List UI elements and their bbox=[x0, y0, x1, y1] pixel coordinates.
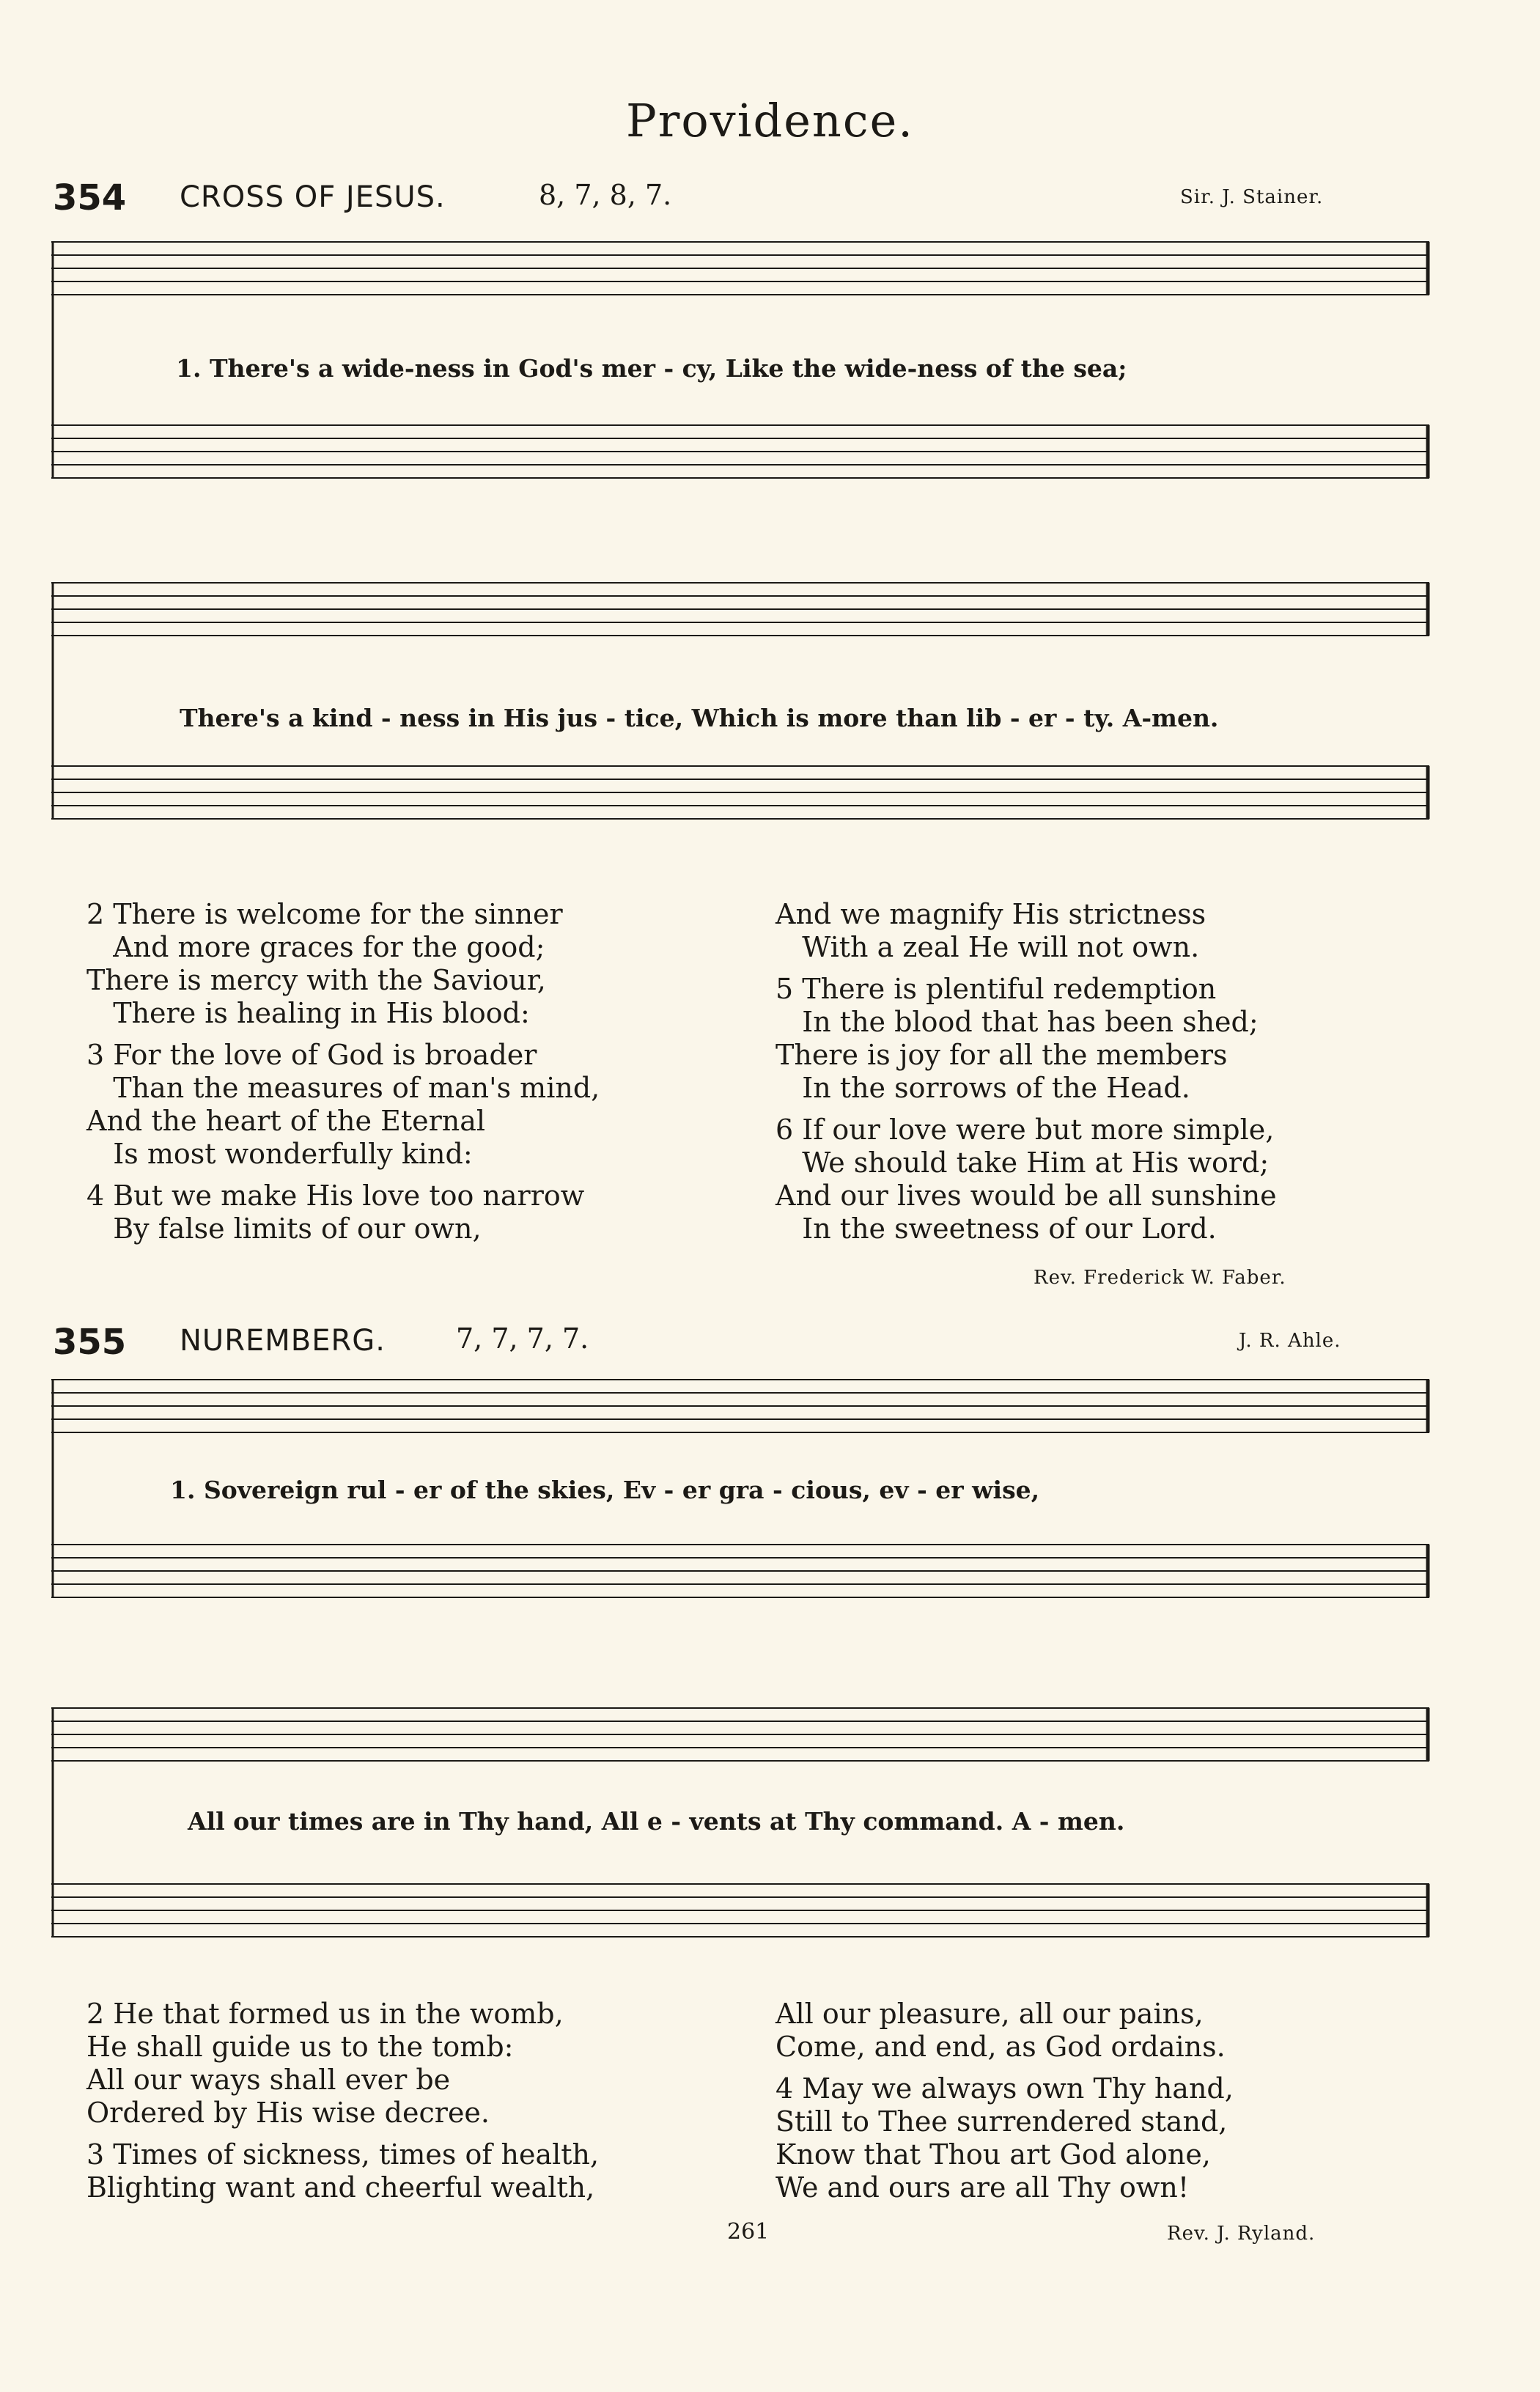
tune-name: CROSS OF JESUS. bbox=[180, 180, 446, 214]
page-number: 261 bbox=[727, 2219, 770, 2245]
lyric-line: All our times are in Thy hand, All e - vents at Thy command. A - men. bbox=[188, 1807, 1125, 1836]
hymn-verse: 3 Times of sickness, times of health, Blighting want and cheerful wealth, bbox=[86, 2138, 600, 2204]
hymn-verse: 3 For the love of God is broader Than the measures of man's mind, And the heart of the Eternal Is most wonderfully kind: bbox=[86, 1039, 600, 1170]
music-system bbox=[51, 1350, 1437, 1673]
verse-column bbox=[775, 1998, 1234, 2204]
hymn-meter: 8, 7, 8, 7. bbox=[539, 179, 672, 211]
lyric-line: 1. There's a wide-ness in God's mer - cy, Like the wide-ness of the sea; bbox=[176, 354, 1127, 383]
hymn-number: 355 bbox=[53, 1322, 127, 1363]
hymn-number: 354 bbox=[53, 177, 127, 218]
page-heading: Providence. bbox=[626, 94, 914, 147]
author-credit: Rev. Frederick W. Faber. bbox=[1034, 1267, 1286, 1289]
hymn-verse: 4 But we make His love too narrow By false limits of our own, bbox=[86, 1180, 585, 1245]
hymn-verse: 5 There is plentiful redemption In the blood that has been shed; There is joy for all the members In the sorrows of the Head. bbox=[775, 973, 1259, 1104]
verse-column bbox=[775, 898, 1277, 1245]
verse-column bbox=[86, 898, 600, 1245]
hymn-verse: 6 If our love were but more simple, We should take Him at His word; And our lives would be all sunshine In the sweetness of our Lord. bbox=[775, 1114, 1277, 1245]
verse-column bbox=[86, 1998, 599, 2204]
hymn-verse: 2 He that formed us in the womb, He shall guide us to the tomb: All our ways shall ever be Ordered by His wise decree. bbox=[86, 1998, 564, 2129]
lyric-line: 1. Sovereign rul - er of the skies, Ev - er gra - cious, ev - er wise, bbox=[170, 1476, 1040, 1504]
composer-credit: Sir. J. Stainer. bbox=[1180, 186, 1324, 208]
composer-credit: J. R. Ahle. bbox=[1239, 1330, 1341, 1352]
hymn-verse: All our pleasure, all our pains, Come, and end, as God ordains. bbox=[775, 1998, 1226, 2063]
hymn-verse: 4 May we always own Thy hand, Still to Thee surrendered stand, Know that Thou art God alone, We and ours are all Thy own! bbox=[775, 2072, 1234, 2204]
hymn-verse: 2 There is welcome for the sinner And more graces for the good; There is mercy with the Saviour, There is healing in His blood: bbox=[86, 898, 563, 1029]
lyric-line: There's a kind - ness in His jus - tice, Which is more than lib - er - ty. A-men. bbox=[180, 704, 1219, 732]
author-credit: Rev. J. Ryland. bbox=[1167, 2223, 1316, 2245]
music-system bbox=[51, 553, 1437, 876]
tune-name: NUREMBERG. bbox=[180, 1324, 386, 1358]
hymn-verse: And we magnify His strictness With a zeal He will not own. bbox=[775, 898, 1206, 963]
music-system bbox=[51, 1675, 1437, 1998]
hymn-meter: 7, 7, 7, 7. bbox=[456, 1322, 589, 1355]
